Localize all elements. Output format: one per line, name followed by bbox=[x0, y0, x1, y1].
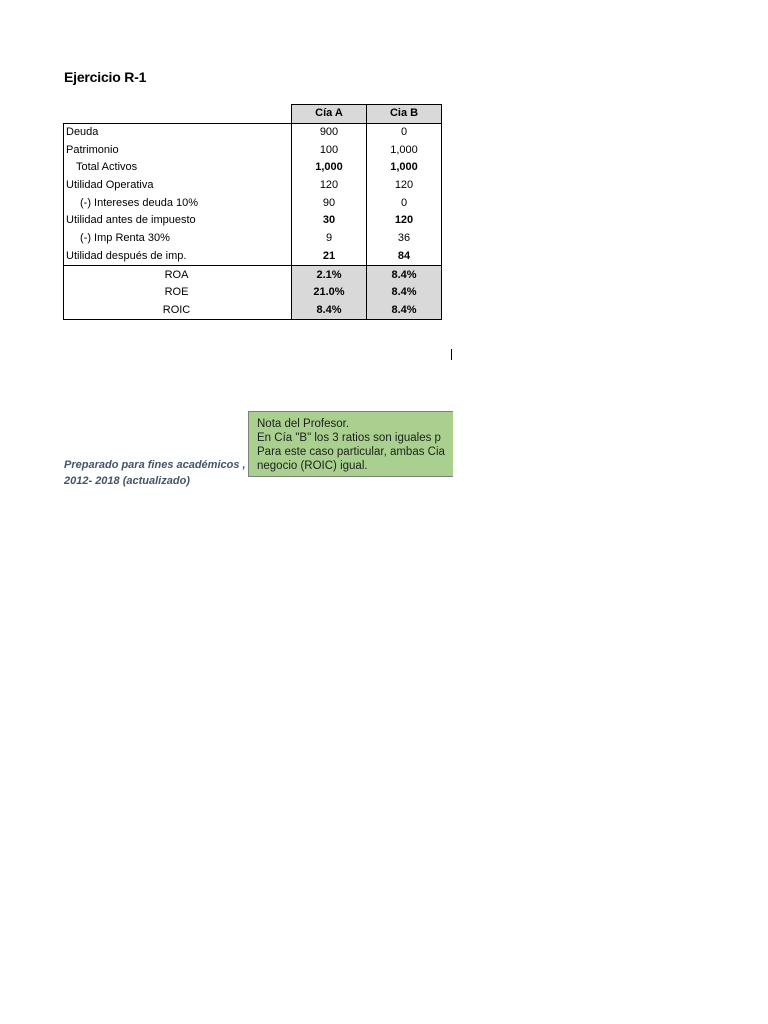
table-row bbox=[64, 141, 442, 159]
ratio-cia-b: 8.4% bbox=[367, 266, 442, 284]
table-row bbox=[64, 194, 442, 212]
row-label: Total Activos bbox=[64, 159, 292, 177]
note-line-4: negocio (ROIC) igual. bbox=[257, 460, 368, 472]
ratio-row-roic bbox=[64, 302, 442, 320]
row-label: Utilidad antes de impuesto bbox=[64, 212, 292, 230]
sheet-title: Ejercicio R-1 bbox=[64, 69, 147, 85]
table-row bbox=[64, 212, 442, 230]
ratio-label: ROE bbox=[64, 284, 292, 302]
ratio-cia-a: 8.4% bbox=[292, 302, 367, 320]
ratio-label: ROA bbox=[64, 266, 292, 284]
table-row bbox=[64, 248, 442, 266]
table-row bbox=[64, 230, 442, 248]
value-cia-b: 1,000 bbox=[367, 141, 442, 159]
financial-table bbox=[63, 104, 442, 320]
footer-credit bbox=[64, 457, 246, 489]
value-cia-b: 120 bbox=[367, 177, 442, 195]
note-line-3: Para este caso particular, ambas Cia bbox=[257, 446, 445, 458]
ratio-row-roe bbox=[64, 284, 442, 302]
value-cia-b: 1,000 bbox=[367, 159, 442, 177]
ratio-cia-b: 8.4% bbox=[367, 284, 442, 302]
footer-line-1: Preparado para fines académicos , bbox=[64, 459, 246, 471]
row-label: (-) Imp Renta 30% bbox=[64, 230, 292, 248]
value-cia-a: 21 bbox=[292, 248, 367, 266]
ratio-row-roa bbox=[64, 266, 442, 284]
value-cia-a: 900 bbox=[292, 123, 367, 141]
value-cia-a: 1,000 bbox=[292, 159, 367, 177]
table-row bbox=[64, 177, 442, 195]
table-row bbox=[64, 123, 442, 141]
footer-line-2: 2012- 2018 (actualizado) bbox=[64, 475, 190, 487]
value-cia-a: 9 bbox=[292, 230, 367, 248]
clipped-text-mark bbox=[451, 349, 452, 360]
row-label: (-) Intereses deuda 10% bbox=[64, 194, 292, 212]
professor-note-clip bbox=[248, 411, 453, 479]
table-header-row bbox=[64, 105, 442, 124]
value-cia-a: 100 bbox=[292, 141, 367, 159]
row-label: Utilidad Operativa bbox=[64, 177, 292, 195]
value-cia-b: 120 bbox=[367, 212, 442, 230]
value-cia-b: 0 bbox=[367, 194, 442, 212]
ratio-cia-a: 2.1% bbox=[292, 266, 367, 284]
ratio-cia-b: 8.4% bbox=[367, 302, 442, 320]
header-cia-a: Cía A bbox=[292, 105, 367, 124]
value-cia-b: 0 bbox=[367, 123, 442, 141]
note-line-1: Nota del Profesor. bbox=[257, 418, 350, 430]
table-row bbox=[64, 159, 442, 177]
row-label: Deuda bbox=[64, 123, 292, 141]
ratio-cia-a: 21.0% bbox=[292, 284, 367, 302]
value-cia-a: 120 bbox=[292, 177, 367, 195]
ratio-label: ROIC bbox=[64, 302, 292, 320]
row-label: Patrimonio bbox=[64, 141, 292, 159]
header-empty-cell bbox=[64, 105, 292, 124]
value-cia-a: 30 bbox=[292, 212, 367, 230]
note-line-2: En Cía "B" los 3 ratios son iguales p bbox=[257, 432, 441, 444]
value-cia-b: 36 bbox=[367, 230, 442, 248]
header-cia-b: Cia B bbox=[367, 105, 442, 124]
professor-note[interactable] bbox=[248, 411, 453, 477]
value-cia-a: 90 bbox=[292, 194, 367, 212]
row-label: Utilidad después de imp. bbox=[64, 248, 292, 266]
value-cia-b: 84 bbox=[367, 248, 442, 266]
